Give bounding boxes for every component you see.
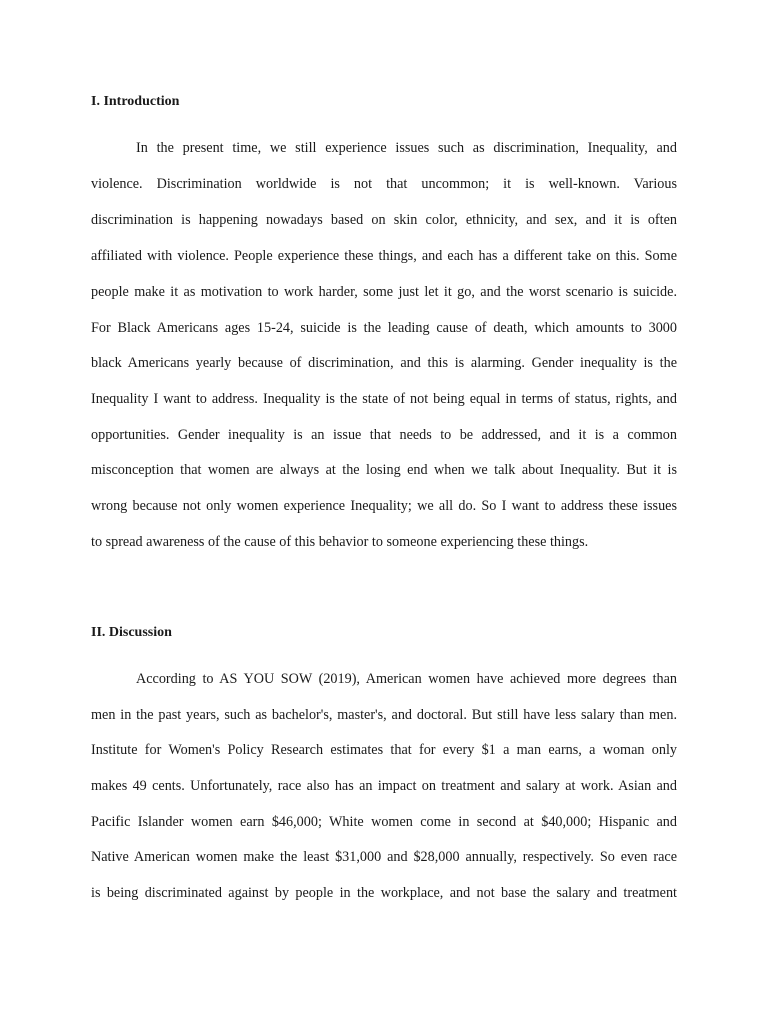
paragraph-line: to spread awareness of the cause of this behavior to someone experiencing these things. [91, 534, 589, 550]
paragraph-line: Pacific Islander women earn $46,000; White women come in second at $40,000; Hispanic and [91, 814, 677, 830]
paragraph-line: wrong because not only women experience Inequality; we all do. So I want to address these issues [91, 498, 677, 514]
paragraph-line: is being discriminated against by people in the workplace, and not base the salary and treatment [91, 885, 677, 901]
paragraph-line: black Americans yearly because of discrimination, and this is alarming. Gender inequality is the [91, 355, 677, 371]
section-heading-introduction: I. Introduction [91, 94, 180, 109]
paragraph-line: Inequality I want to address. Inequality is the state of not being equal in terms of status, rights, and [91, 391, 677, 407]
paragraph-line: affiliated with violence. People experience these things, and each has a different take on this. Some [91, 248, 677, 264]
paragraph-line: According to AS YOU SOW (2019), American women have achieved more degrees than [136, 671, 677, 687]
section-heading-discussion: II. Discussion [91, 625, 172, 640]
paragraph-line: Native American women make the least $31,000 and $28,000 annually, respectively. So even race [91, 849, 677, 865]
paragraph-line: Institute for Women's Policy Research estimates that for every $1 a man earns, a woman only [91, 742, 677, 758]
paragraph-line: For Black Americans ages 15-24, suicide is the leading cause of death, which amounts to 3000 [91, 320, 677, 336]
paragraph-line: discrimination is happening nowadays based on skin color, ethnicity, and sex, and it is often [91, 212, 677, 228]
paragraph-line: In the present time, we still experience issues such as discrimination, Inequality, and [136, 140, 677, 156]
paragraph-line: makes 49 cents. Unfortunately, race also has an impact on treatment and salary at work. Asian and [91, 778, 677, 794]
paragraph-line: violence. Discrimination worldwide is not that uncommon; it is well-known. Various [91, 176, 677, 192]
paragraph-line: men in the past years, such as bachelor's, master's, and doctoral. But still have less salary than men. [91, 707, 677, 723]
paragraph-line: opportunities. Gender inequality is an issue that needs to be addressed, and it is a common [91, 427, 677, 443]
paragraph-line: misconception that women are always at the losing end when we talk about Inequality. But it is [91, 462, 677, 478]
paragraph-line: people make it as motivation to work harder, some just let it go, and the worst scenario is suicide. [91, 284, 677, 300]
